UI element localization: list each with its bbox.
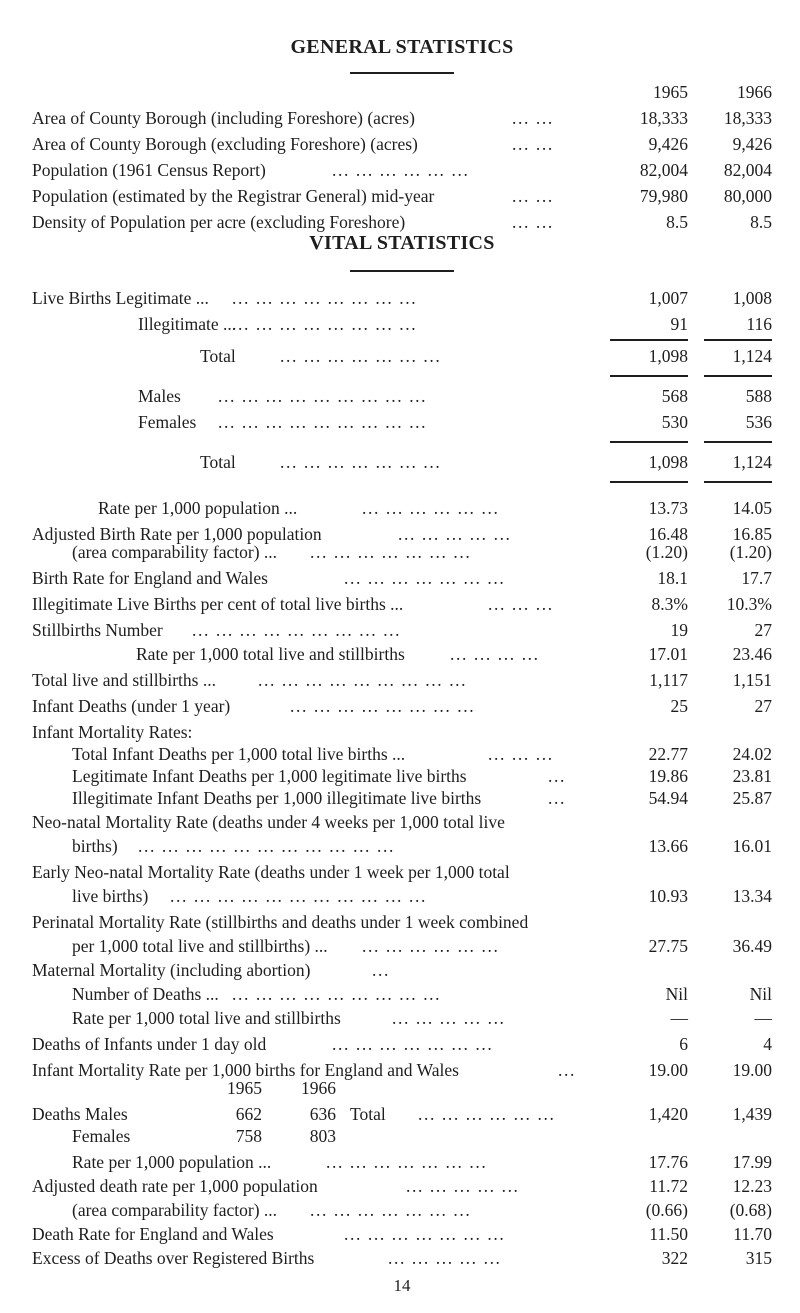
value-1965: 19.00 [648,1060,688,1080]
value-1966: 9,426 [732,134,772,154]
general-row [32,184,772,208]
sum-line-1965 [610,375,688,377]
sum-line-1965 [610,481,688,483]
row-label: Illegitimate ... [138,314,237,334]
value-1966: Nil [749,984,772,1004]
leader-dots: ... ... ... ... ... ... ... [280,346,442,366]
rate-row [32,496,772,520]
leader-dots: ... ... ... ... ... ... ... ... [232,314,418,334]
row-label: Adjusted Birth Rate per 1,000 population [32,524,322,544]
value-1966: 16.01 [732,836,772,856]
value-1965: 1,098 [648,346,688,366]
row-label: Rate per 1,000 total live and stillbirths [136,644,405,664]
death-rate-row [32,1150,772,1174]
value-1965: 1,098 [648,452,688,472]
row-label: Females [72,1126,131,1146]
death-rate-row [32,1174,772,1198]
rate-row [32,860,772,884]
rate-row [32,618,772,642]
value-1966: 116 [746,314,772,334]
rate-row [32,934,772,958]
females-1965: 758 [235,1126,262,1146]
value-1965: 22.77 [648,744,688,764]
leader-dots: ... ... ... [488,744,554,764]
row-label: Number of Deaths ... [72,984,219,1004]
leader-dots: ... ... ... ... ... ... ... ... ... ... ... [170,886,427,906]
leader-dots: ... ... ... ... ... ... ... ... ... [232,984,442,1004]
leader-dots: ... ... ... ... ... ... ... ... ... [218,386,428,406]
row-label: Infant Mortality Rate per 1,000 births for England and Wales [32,1060,459,1080]
deaths-males-row [32,1102,772,1126]
value-1966: 1,124 [732,346,772,366]
live-births-legitimate-row [32,286,772,310]
value-1965: 11.50 [649,1224,688,1244]
value-1966: 10.3% [726,594,772,614]
value-1966: 536 [745,412,772,432]
value-1965: 530 [661,412,688,432]
row-label: Area of County Borough (excluding Foreshore) (acres) [32,134,418,154]
value-1965: 79,980 [639,186,688,206]
value-1966: 36.49 [732,936,772,956]
leader-dots: ... ... ... ... ... [398,524,512,544]
row-label: Rate per 1,000 population ... [72,1152,272,1172]
row-label: Total [200,452,236,472]
year-1965: 1965 [653,82,688,102]
value-1965: 82,004 [639,160,688,180]
vital-statistics-title: VITAL STATISTICS [309,232,495,254]
leader-dots: ... ... ... ... ... ... ... [332,1034,494,1054]
value-1965: 1,420 [648,1104,688,1124]
value-1965: 8.5 [666,212,688,232]
value-1965: 1,117 [649,670,688,690]
rate-row [32,958,772,982]
row-label: Infant Deaths (under 1 year) [32,696,231,716]
title-underline [350,72,454,74]
general-row [32,106,772,130]
value-1965: — [670,1008,688,1028]
rate-row [32,720,772,744]
females-row [32,410,772,434]
row-label: Infant Mortality Rates: [32,722,193,742]
leader-dots: ... ... [512,186,554,206]
row-label: Legitimate Infant Deaths per 1,000 legitimate live births [72,766,467,786]
value-1966: (1.20) [729,542,772,562]
row-label: Illegitimate Infant Deaths per 1,000 illegitimate live births [72,788,482,808]
sum-line-1966 [704,481,772,483]
value-1965: 568 [661,386,688,406]
value-1965: 1,007 [648,288,688,308]
death-rate-row [32,1246,772,1270]
value-1965: 322 [661,1248,688,1268]
leader-dots: ... [548,766,566,786]
value-1965: (0.66) [645,1200,688,1220]
deaths-total-label: Total [350,1104,386,1124]
value-1966: 17.99 [732,1152,772,1172]
row-label: Adjusted death rate per 1,000 population [32,1176,318,1196]
leader-dots: ... ... ... ... ... ... ... [344,1224,506,1244]
value-1966: 19.00 [732,1060,772,1080]
value-1966: 23.81 [732,766,772,786]
general-row [32,132,772,156]
rate-row [32,1006,772,1030]
value-1965: 6 [679,1034,688,1054]
rate-row [32,540,772,564]
leader-dots: ... ... ... ... ... ... ... ... [290,696,476,716]
leader-dots: ... ... ... ... ... ... ... ... [232,288,418,308]
value-1966: 82,004 [723,160,772,180]
sum-line-1966 [704,441,772,443]
row-label: births) [72,836,118,856]
value-1966: (0.68) [729,1200,772,1220]
value-1965: 17.01 [648,644,688,664]
row-label: Deaths Males [32,1104,128,1124]
row-label: Early Neo-natal Mortality Rate (deaths under 1 week per 1,000 total [32,862,510,882]
row-label: Density of Population per acre (excluding Foreshore) [32,212,406,232]
value-1965: 10.93 [648,886,688,906]
males-1965: 662 [235,1104,262,1124]
value-1966: 1,124 [732,452,772,472]
leader-dots: ... [372,960,390,980]
value-1965: Nil [665,984,688,1004]
value-1965: 54.94 [648,788,688,808]
value-1966: 13.34 [732,886,772,906]
rate-row [32,566,772,590]
leader-dots: ... ... ... ... ... ... ... ... ... [258,670,468,690]
year-1966: 1966 [737,82,772,102]
year-header [32,80,772,104]
deaths-year-1965: 1965 [227,1078,262,1098]
leader-dots: ... ... [512,108,554,128]
statistics-page [32,0,772,1313]
males-1966: 636 [309,1104,336,1124]
value-1966: 8.5 [750,212,772,232]
rate-row [32,1032,772,1056]
row-label: Population (1961 Census Report) [32,160,266,180]
rate-row [32,910,772,934]
leader-dots: ... ... ... ... ... ... ... [280,452,442,472]
value-1966: 1,439 [732,1104,772,1124]
value-1966: 12.23 [732,1176,772,1196]
leader-dots: ... ... [512,134,554,154]
row-label: live births) [72,886,149,906]
rate-row [32,834,772,858]
value-1965: 19 [670,620,688,640]
leader-dots: ... [558,1060,576,1080]
sum-line-1966 [704,375,772,377]
sum-line-1965 [610,441,688,443]
value-1966: 1,008 [732,288,772,308]
leader-dots: ... ... ... ... ... ... [418,1104,556,1124]
row-label: Death Rate for England and Wales [32,1224,274,1244]
leader-dots: ... ... ... ... ... [392,1008,506,1028]
rate-row [32,742,772,766]
row-label: (area comparability factor) ... [72,1200,278,1220]
value-1966: 27 [754,696,772,716]
leader-dots: ... ... ... ... ... ... ... [310,542,472,562]
value-1965: 27.75 [648,936,688,956]
value-1966: — [754,1008,772,1028]
row-label: Stillbirths Number [32,620,163,640]
value-1965: 8.3% [651,594,688,614]
rate-row [32,642,772,666]
leader-dots: ... ... ... ... ... ... [362,936,500,956]
row-label: Total live and stillbirths ... [32,670,216,690]
general-row [32,158,772,182]
value-1965: 16.48 [648,524,688,544]
death-rate-row [32,1198,772,1222]
sum-line-1966 [704,339,772,341]
leader-dots: ... ... [512,212,554,232]
value-1966: 23.46 [732,644,772,664]
leader-dots: ... ... ... [488,594,554,614]
value-1965: 9,426 [648,134,688,154]
leader-dots: ... ... ... ... ... [388,1248,502,1268]
value-1965: 13.73 [648,498,688,518]
vital-title-underline [350,270,454,272]
rate-row [32,884,772,908]
row-label: per 1,000 total live and stillbirths) ... [72,936,328,956]
value-1965: 11.72 [649,1176,688,1196]
leader-dots: ... ... ... ... ... ... ... ... ... ... ... [138,836,395,856]
value-1966: 16.85 [732,524,772,544]
row-label: Population (estimated by the Registrar General) mid-year [32,186,435,206]
row-label: Illegitimate Live Births per cent of total live births ... [32,594,404,614]
row-label: Total [200,346,236,366]
value-1965: 17.76 [648,1152,688,1172]
leader-dots: ... ... ... ... ... ... [362,498,500,518]
value-1966: 315 [745,1248,772,1268]
value-1966: 4 [763,1034,772,1054]
value-1966: 14.05 [732,498,772,518]
leader-dots: ... ... ... ... ... ... ... [310,1200,472,1220]
females-1966: 803 [309,1126,336,1146]
deaths-year-header [32,1076,772,1100]
rate-row [32,694,772,718]
row-label: Maternal Mortality (including abortion) [32,960,311,980]
value-1965: 18.1 [657,568,688,588]
row-label: Live Births Legitimate ... [32,288,209,308]
rate-row [32,592,772,616]
row-label: Neo-natal Mortality Rate (deaths under 4 weeks per 1,000 total live [32,812,505,832]
males-row [32,384,772,408]
row-label: Deaths of Infants under 1 day old [32,1034,267,1054]
value-1966: 24.02 [732,744,772,764]
sum-line-1965 [610,339,688,341]
leader-dots: ... ... ... ... ... ... [332,160,470,180]
leader-dots: ... ... ... ... ... [406,1176,520,1196]
leader-dots: ... ... ... ... ... ... ... [344,568,506,588]
value-1966: 25.87 [732,788,772,808]
row-label: (area comparability factor) ... [72,542,278,562]
rate-row [32,668,772,692]
row-label: Rate per 1,000 population ... [98,498,298,518]
general-statistics-title: GENERAL STATISTICS [290,36,514,58]
page-number: 14 [393,1276,411,1295]
row-label: Rate per 1,000 total live and stillbirths [72,1008,341,1028]
live-births-illegitimate-row [32,312,772,336]
deaths-females-row [32,1124,772,1148]
value-1966: 1,151 [732,670,772,690]
leader-dots: ... ... ... ... ... ... ... ... ... [192,620,402,640]
row-label: Area of County Borough (including Foreshore) (acres) [32,108,415,128]
leader-dots: ... ... ... ... ... ... ... [326,1152,488,1172]
rate-row [32,786,772,810]
row-label: Females [138,412,197,432]
value-1966: 17.7 [741,568,772,588]
rate-row [32,982,772,1006]
row-label: Total Infant Deaths per 1,000 total live births ... [72,744,406,764]
leader-dots: ... ... ... ... ... ... ... ... ... [218,412,428,432]
value-1965: (1.20) [645,542,688,562]
value-1966: 11.70 [733,1224,772,1244]
general-row [32,210,772,234]
leader-dots: ... ... ... ... [450,644,540,664]
value-1965: 91 [670,314,688,334]
live-births-total-row [32,344,772,368]
death-rate-row [32,1222,772,1246]
value-1965: 18,333 [639,108,688,128]
value-1965: 19.86 [648,766,688,786]
value-1966: 588 [745,386,772,406]
leader-dots: ... [548,788,566,808]
value-1965: 25 [670,696,688,716]
deaths-year-1966: 1966 [301,1078,336,1098]
row-label: Birth Rate for England and Wales [32,568,268,588]
rate-row [32,764,772,788]
sex-total-row [32,450,772,474]
value-1966: 80,000 [723,186,772,206]
value-1965: 13.66 [648,836,688,856]
row-label: Excess of Deaths over Registered Births [32,1248,315,1268]
row-label: Males [138,386,181,406]
rate-row [32,810,772,834]
value-1966: 18,333 [723,108,772,128]
row-label: Perinatal Mortality Rate (stillbirths and deaths under 1 week combined [32,912,529,932]
value-1966: 27 [754,620,772,640]
